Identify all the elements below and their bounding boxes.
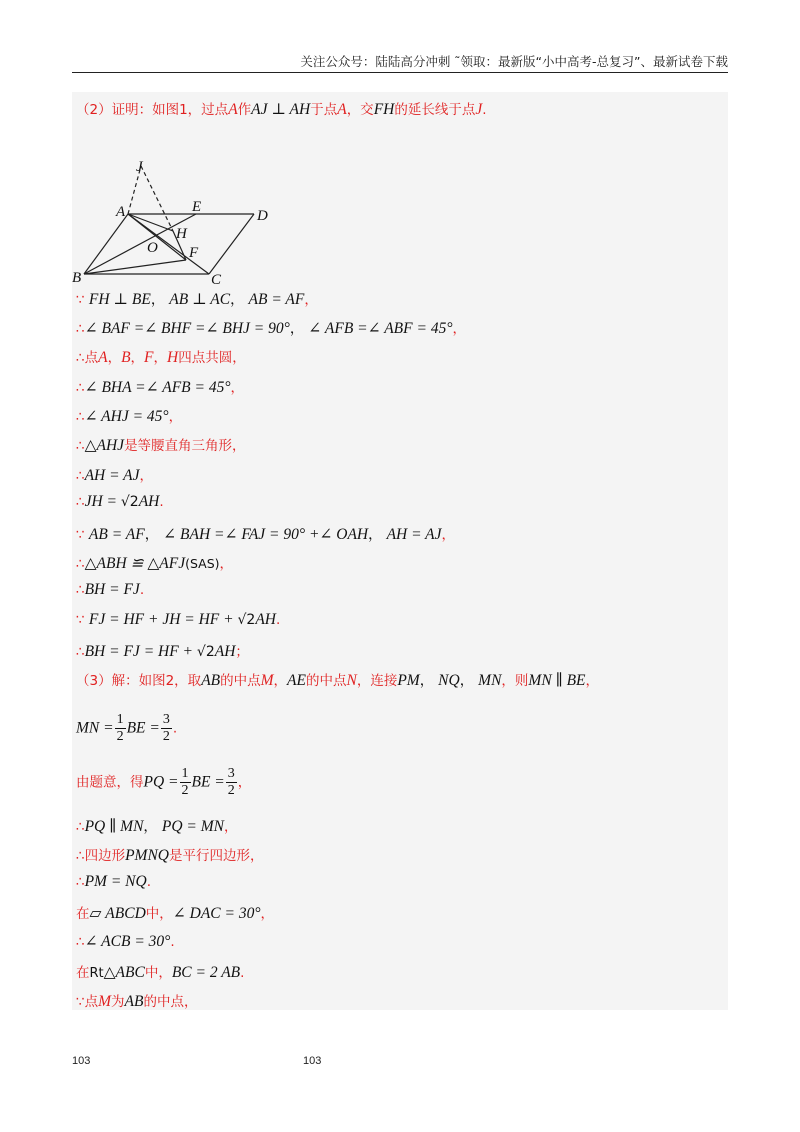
solution-line-11: ∴BH = FJ. (76, 581, 145, 598)
solution-line-19: ∴PM = NQ. (76, 873, 152, 890)
solution-line-17: ∴PQ ∥ MN， PQ = MN， (76, 818, 238, 835)
solution-line-22: 在Rt△ABC中，BC = 2 AB. (76, 964, 245, 981)
page-number-center: 103 (303, 1055, 322, 1067)
solution-line-5: ∴∠ AHJ = 45°， (76, 408, 183, 425)
solution-line-2: ∴∠ BAF =∠ BHF =∠ BHJ = 90°， ∠ AFB =∠ ABF = 45°， (76, 320, 467, 337)
page-header: 关注公众号：陆陆高分冲刺 ˜领取：最新版“小中高考-总复习”、最新试卷下载 (300, 54, 728, 69)
solution-line-12: ∵ FJ = HF + JH = HF + √2AH. (76, 611, 281, 628)
point-label-e: E (192, 199, 202, 215)
fraction-three-halves: $\frac{3}{2}$ (162, 712, 170, 744)
solution-block (72, 92, 728, 1010)
solution-line-13: ∴BH = FJ = HF + √2AH； (76, 643, 249, 660)
point-label-o: O (147, 240, 158, 256)
geometry-figure-1 (72, 124, 302, 288)
fraction-three-halves: $\frac{3}{2}$ (227, 766, 235, 798)
segment-cd (209, 214, 254, 274)
solution-line-18: ∴四边形PMNQ是平行四边形， (76, 847, 264, 864)
solution-line-0: （2）证明：如图1，过点A作AJ ⊥ AH于点A，交FH的延长线于点J. (76, 101, 487, 118)
solution-line-4: ∴∠ BHA =∠ AFB = 45°， (76, 379, 245, 396)
solution-line-15: MN = $\frac{1}{2}$ BE = $\frac{3}{2}$ . (76, 712, 178, 744)
point-label-a: A (116, 204, 126, 220)
fraction-one-half: $\frac{1}{2}$ (116, 712, 124, 744)
point-label-j: J (136, 159, 143, 175)
solution-line-9: ∵ AB = AF， ∠ BAH =∠ FAJ = 90° +∠ OAH， AH = AJ， (76, 526, 456, 543)
solution-line-7: ∴AH = AJ， (76, 467, 154, 484)
header-rule (72, 72, 728, 73)
solution-line-3: ∴点A，B，F，H四点共圆， (76, 349, 246, 366)
solution-line-10: ∴△ABH ≌ △AFJ(SAS)， (76, 555, 234, 572)
solution-line-23: ∵点M为AB的中点， (76, 993, 198, 1010)
point-label-h: H (176, 226, 187, 242)
page-number-left: 103 (72, 1055, 91, 1067)
point-label-b: B (72, 270, 82, 286)
solution-line-16: 由题意，得PQ = $\frac{1}{2}$ BE = $\frac{3}{2}$ ， (76, 766, 252, 798)
solution-line-6: ∴△AHJ是等腰直角三角形， (76, 437, 246, 454)
solution-line-21: ∴∠ ACB = 30°. (76, 933, 175, 950)
segment-ab (84, 214, 128, 274)
solution-line-14: （3）解：如图2，取AB的中点M，AE的中点N，连接PM， NQ， MN，则MN ∥ BE， (76, 672, 600, 689)
point-label-d: D (257, 208, 268, 224)
point-label-f: F (189, 245, 199, 261)
fraction-one-half: $\frac{1}{2}$ (181, 766, 189, 798)
solution-line-1: ∵ FH ⊥ BE， AB ⊥ AC， AB = AF， (76, 291, 318, 308)
solution-line-8: ∴JH = √2AH. (76, 493, 164, 510)
segment-bf (84, 260, 186, 274)
point-label-c: C (211, 272, 222, 288)
solution-line-20: 在▱ ABCD中，∠ DAC = 30°， (76, 905, 275, 922)
